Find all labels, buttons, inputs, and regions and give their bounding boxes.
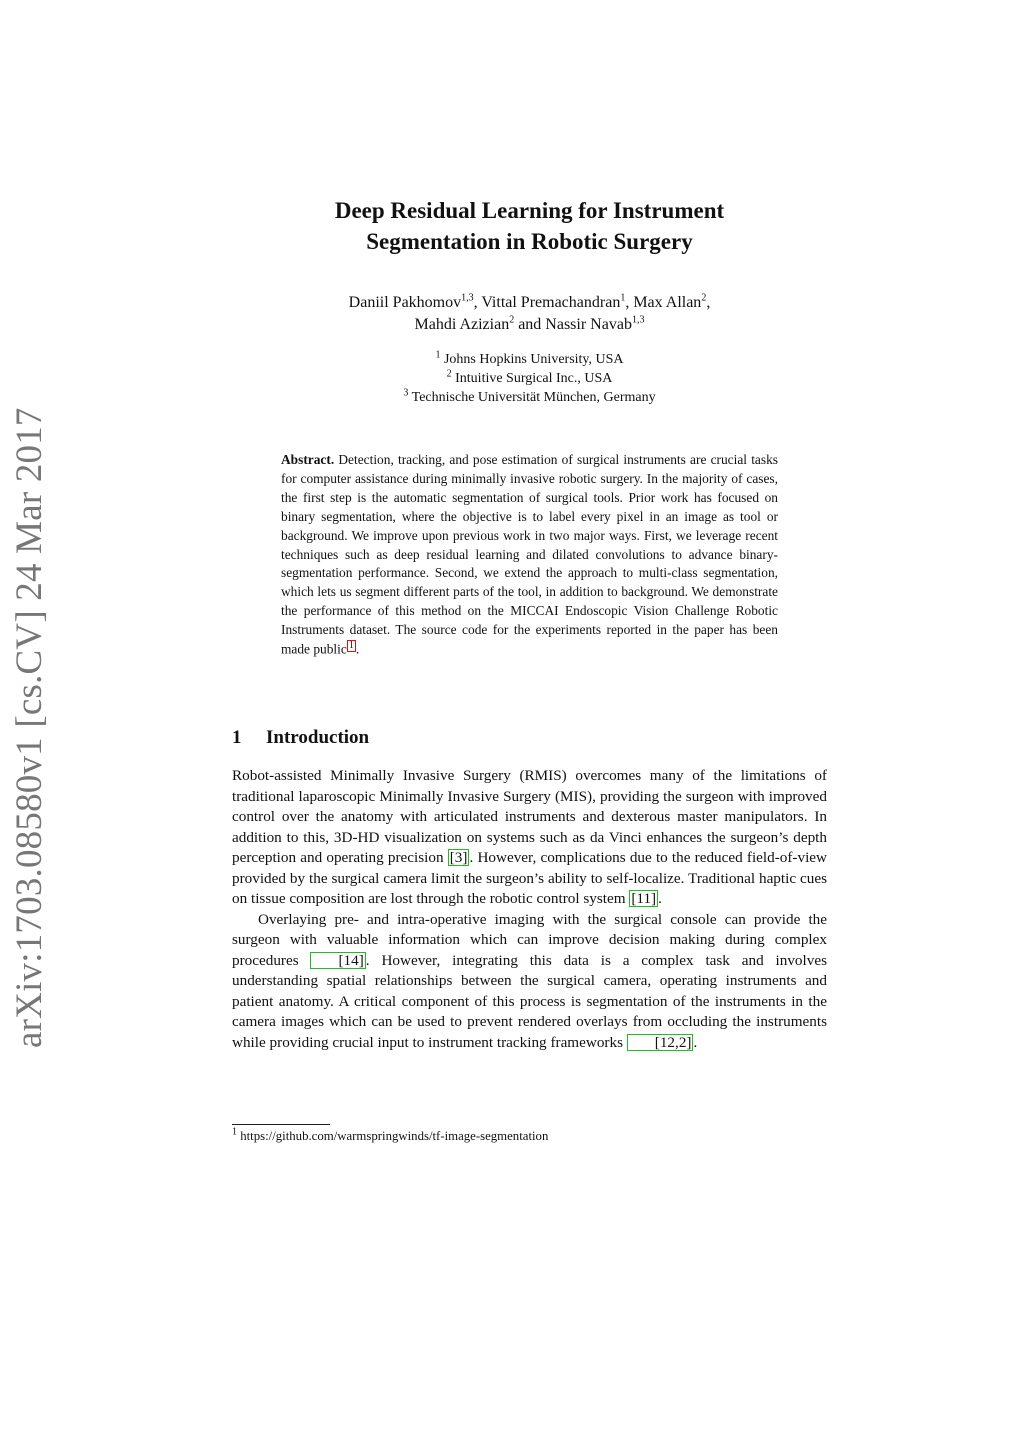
author-affiliation-mark: 1 xyxy=(620,292,626,304)
affiliation-number: 2 xyxy=(446,368,452,380)
author-separator: , xyxy=(625,294,634,311)
author-name: Max Allan xyxy=(633,294,702,311)
title-line: Segmentation in Robotic Surgery xyxy=(366,229,693,254)
affiliation-list xyxy=(232,350,827,407)
citation-link[interactable]: [14] xyxy=(310,952,365,969)
affiliation-number: 1 xyxy=(435,349,441,361)
author-separator: , xyxy=(473,294,482,311)
paragraph-text: Robot-assisted Minimally Invasive Surgery (RMIS) overcomes many of the limitations of traditional laparoscopic Minimally Invasive Surgery (MIS), providing the surgeon with improved control over the anatomy with articulated instruments and dexterous master manipulators. In addition to this, 3D-HD visualization on systems such as da Vinci enhances the surgeon’s depth perception and operating precision xyxy=(232,767,827,866)
body-text xyxy=(232,766,827,1053)
affiliation xyxy=(232,369,827,388)
arxiv-identifier: arXiv:1703.08580v1 [cs.CV] 24 Mar 2017 xyxy=(9,407,50,1048)
section-title: Introduction xyxy=(266,727,370,748)
abstract xyxy=(281,451,778,659)
abstract-text: Detection, tracking, and pose estimation of surgical instruments are crucial tasks for computer assistance during minimally invasive robotic surgery. In the majority of cases, the first step is the automatic segmentation of surgical tools. Prior work has focused on binary segmentation, where the objective is to label every pixel in an image as tool or background. We improve upon previous work in two major ways. First, we leverage recent techniques such as deep residual learning and dilated convolutions to advance binary-segmentation performance. Second, we extend the approach to multi-class segmentation, which lets us segment different parts of the tool, in addition to background. We demonstrate the performance of this method on the MICCAI Endoscopic Vision Challenge Robotic Instruments dataset. The source code for the experiments reported in the paper has been made public xyxy=(281,452,778,657)
citation-link[interactable]: [11] xyxy=(631,890,657,907)
author-name: Nassir Navab xyxy=(545,316,632,333)
author-name: Mahdi Azizian xyxy=(414,316,510,333)
abstract-label: Abstract. xyxy=(281,452,335,467)
paragraph-text: . xyxy=(658,890,662,907)
author-affiliation-mark: 1,3 xyxy=(461,292,474,304)
paragraph-text: . xyxy=(693,1033,698,1051)
paragraph xyxy=(232,766,827,910)
footnote-divider xyxy=(232,1124,330,1125)
paper-title xyxy=(232,195,827,257)
section-number: 1 xyxy=(232,727,242,748)
paragraph-text: Overlaying pre- and intra-operative imaging with the surgical console can provide the surgeon with valuable information which can improve decision making during complex procedures xyxy=(232,910,827,969)
author-affiliation-mark: 1,3 xyxy=(631,314,645,326)
paragraph xyxy=(232,910,827,1054)
title-line: Deep Residual Learning for Instrument xyxy=(334,198,725,223)
paragraph-text: . However, integrating this data is a complex task and involves understanding spatial relationships between the surgical camera, operating instruments and patient anatomy. A critical component of this process is segmentation of the instruments in the camera images which can be used to prevent rendered overlays from occluding the instruments while providing crucial input to instrument tracking frameworks xyxy=(232,951,827,1051)
affiliation-name: Intuitive Surgical Inc., USA xyxy=(455,371,613,386)
affiliation xyxy=(232,388,827,407)
footnote-link[interactable]: 1 xyxy=(348,640,354,652)
citation-link[interactable]: [3] xyxy=(449,849,468,866)
footnote-url-link[interactable]: https://github.com/warmspringwinds/tf-image-segmentation xyxy=(240,1129,549,1143)
footnote xyxy=(232,1128,827,1145)
section-heading xyxy=(232,726,827,750)
author-name: Daniil Pakhomov xyxy=(348,294,462,311)
affiliation-name: Johns Hopkins University, USA xyxy=(443,352,624,367)
paragraph-text: . However, complications due to the reduced field-of-view provided by the surgical camera limit the surgeon’s ability to self-localize. Traditional haptic cues on tissue composition are lost through the robotic control system xyxy=(232,849,828,907)
author-line xyxy=(232,292,827,314)
affiliation-name: Technische Universität München, Germany xyxy=(411,390,656,405)
author-line xyxy=(232,314,827,336)
author-list xyxy=(232,292,827,336)
author-affiliation-mark: 2 xyxy=(509,314,515,326)
citation-link[interactable]: [12,2] xyxy=(627,1034,694,1051)
author-name: Vittal Premachandran xyxy=(481,294,621,311)
author-affiliation-mark: 2 xyxy=(701,292,707,304)
affiliation xyxy=(232,350,827,369)
affiliation-number: 3 xyxy=(403,387,409,399)
author-separator: , xyxy=(706,294,711,311)
footnote-mark: 1 xyxy=(232,1126,237,1138)
author-separator: and xyxy=(514,316,546,333)
abstract-end: . xyxy=(355,641,360,657)
